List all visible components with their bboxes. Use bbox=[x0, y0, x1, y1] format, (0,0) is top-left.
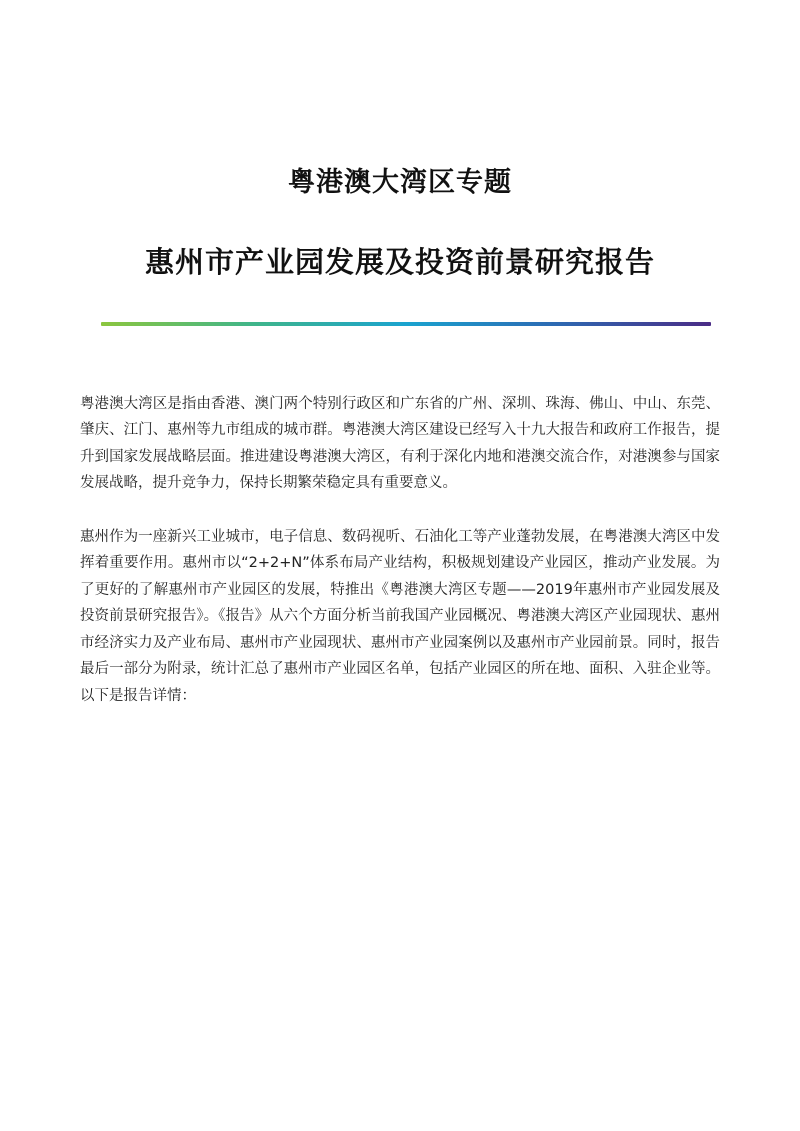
report-series-title: 粤港澳大湾区专题 bbox=[288, 167, 512, 198]
gradient-divider bbox=[101, 322, 711, 326]
overview-paragraph: 惠州作为一座新兴工业城市，电子信息、数码视听、石油化工等产业蓬勃发展，在粤港澳大湾区中发挥着重要作用。惠州市以“2+2+N”体系布局产业结构，积极规划建设产业园区，推动产业发展。为了更好的了解惠州市产业园区的发展，特推出《粤港澳大湾区专题——2019年惠州市产业园发展及投资前景研究报告》。《报告》从六个方面分析当前我国产业园概况、粤港澳大湾区产业园现状、惠州市经济实力及产业布局、惠州市产业园现状、惠州市产业园案例以及惠州市产业园前景。同时，报告最后一部分为附录，统计汇总了惠州市产业园区名单，包括产业园区的所在地、面积、入驻企业等。以下是报告详情： bbox=[80, 528, 720, 704]
report-title: 惠州市产业园发展及投资前景研究报告 bbox=[144, 245, 655, 279]
intro-paragraph: 粤港澳大湾区是指由香港、澳门两个特别行政区和广东省的广州、深圳、珠海、佛山、中山、东莞、肇庆、江门、惠州等九市组成的城市群。粤港澳大湾区建设已经写入十九大报告和政府工作报告，提升到国家发展战略层面。推进建设粤港澳大湾区，有利于深化内地和港澳交流合作，对港澳参与国家发展战略，提升竞争力，保持长期繁荣稳定具有重要意义。 bbox=[80, 395, 720, 491]
